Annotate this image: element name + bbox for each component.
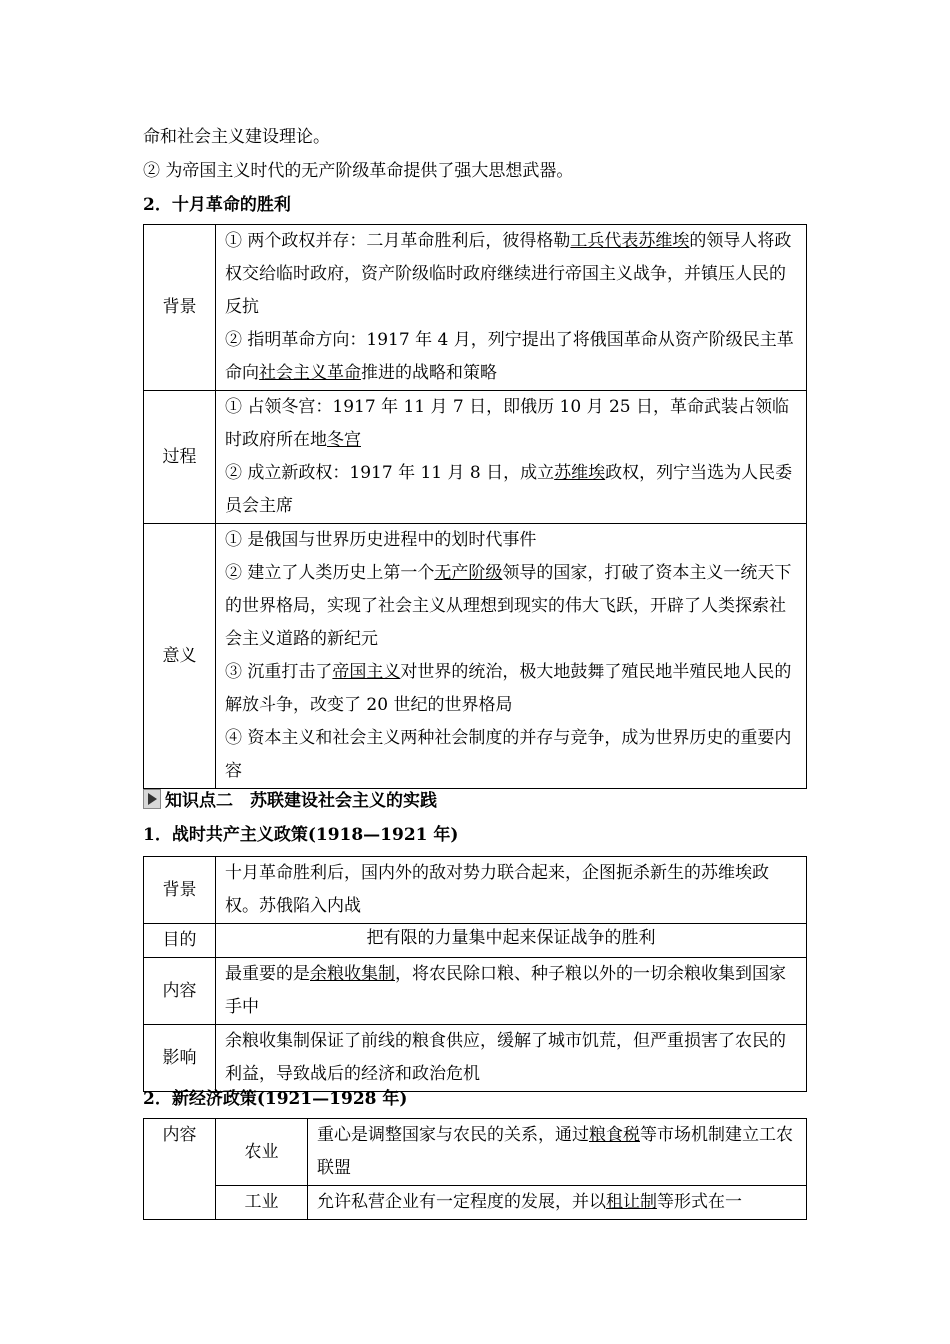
row-content: 余粮收集制保证了前线的粮食供应，缓解了城市饥荒，但严重损害了农民的利益，导致战后的经济和政治危机 <box>216 1025 807 1092</box>
row-content <box>216 225 807 391</box>
key-term: 粮食税 <box>589 1125 640 1145</box>
row-label: 过程 <box>144 391 216 524</box>
table-row <box>144 1025 807 1092</box>
paragraph: ② 成立新政权：1917 年 11 月 8 日，成立苏维埃政权，列宁当选为人民委员会主席 <box>225 463 793 516</box>
row-label: 影响 <box>144 1025 216 1092</box>
section-heading-war-communism: 1．战时共产主义政策(1918—1921 年) <box>143 825 459 845</box>
sub-label: 农业 <box>216 1119 308 1186</box>
row-content: 十月革命胜利后，国内外的敌对势力联合起来，企图扼杀新生的苏维埃政权。苏俄陷入内战 <box>216 857 807 924</box>
play-arrow-icon <box>143 789 161 809</box>
key-term: 帝国主义 <box>332 662 401 682</box>
table-row <box>144 958 807 1025</box>
table-row <box>144 857 807 924</box>
paragraph: ② 指明革命方向：1917 年 4 月，列宁提出了将俄国革命从资产阶级民主革命向社会主义革命推进的战略和策略 <box>225 330 794 383</box>
new-economic-policy-table <box>143 1118 807 1220</box>
section-heading-new-economic-policy: 2．新经济政策(1921—1928 年) <box>143 1089 408 1109</box>
key-term: 工兵代表苏维埃 <box>570 231 690 251</box>
row-content: 最重要的是余粮收集制，将农民除口粮、种子粮以外的一切余粮收集到国家手中 <box>216 958 807 1025</box>
row-label: 背景 <box>144 225 216 391</box>
key-term: 余粮收集制 <box>310 964 395 984</box>
october-revolution-table <box>143 224 807 789</box>
paragraph: ① 占领冬宫：1917 年 11 月 7 日，即俄历 10 月 25 日，革命武装占领临时政府所在地冬宫 <box>225 397 790 450</box>
row-label: 内容 <box>144 958 216 1025</box>
table-row <box>144 924 807 958</box>
key-term: 社会主义革命 <box>259 363 361 383</box>
table-row <box>144 391 807 524</box>
section-heading-october-revolution: 2．十月革命的胜利 <box>143 195 291 215</box>
paragraph: ① 是俄国与世界历史进程中的划时代事件 <box>225 530 537 550</box>
knowledge-point-heading: 知识点二 苏联建设社会主义的实践 <box>143 786 437 816</box>
table-row <box>144 1186 807 1220</box>
paragraph: ② 建立了人类历史上第一个无产阶级领导的国家，打破了资本主义一统天下的世界格局，实现了社会主义从理想到现实的伟大飞跃，开辟了人类探索社会主义道路的新纪元 <box>225 563 792 649</box>
row-label: 内容 <box>144 1119 216 1220</box>
table-row <box>144 1119 807 1186</box>
table-row <box>144 524 807 789</box>
key-term: 苏维埃 <box>554 463 606 483</box>
intro-line-1: 命和社会主义建设理论。 <box>143 127 330 147</box>
key-term: 租让制 <box>606 1192 657 1212</box>
row-label: 目的 <box>144 924 216 958</box>
row-label: 背景 <box>144 857 216 924</box>
row-content: 允许私营企业有一定程度的发展，并以租让制等形式在一 <box>308 1186 807 1220</box>
key-term: 冬宫 <box>327 430 361 450</box>
intro-line-2: ② 为帝国主义时代的无产阶级革命提供了强大思想武器。 <box>143 161 574 181</box>
row-label: 意义 <box>144 524 216 789</box>
paragraph: ③ 沉重打击了帝国主义对世界的统治，极大地鼓舞了殖民地半殖民地人民的解放斗争，改变了 20 世纪的世界格局 <box>225 662 792 715</box>
table-row <box>144 225 807 391</box>
paragraph: ① 两个政权并存：二月革命胜利后，彼得格勒工兵代表苏维埃的领导人将政权交给临时政府，资产阶级临时政府继续进行帝国主义战争，并镇压人民的反抗 <box>225 231 792 317</box>
key-term: 无产阶级 <box>434 563 503 583</box>
paragraph: ④ 资本主义和社会主义两种社会制度的并存与竞争，成为世界历史的重要内容 <box>225 728 792 781</box>
war-communism-table <box>143 856 807 1092</box>
row-content <box>216 524 807 789</box>
row-content <box>216 391 807 524</box>
row-content: 重心是调整国家与农民的关系，通过粮食税等市场机制建立工农联盟 <box>308 1119 807 1186</box>
sub-label: 工业 <box>216 1186 308 1220</box>
row-content: 把有限的力量集中起来保证战争的胜利 <box>216 924 807 958</box>
